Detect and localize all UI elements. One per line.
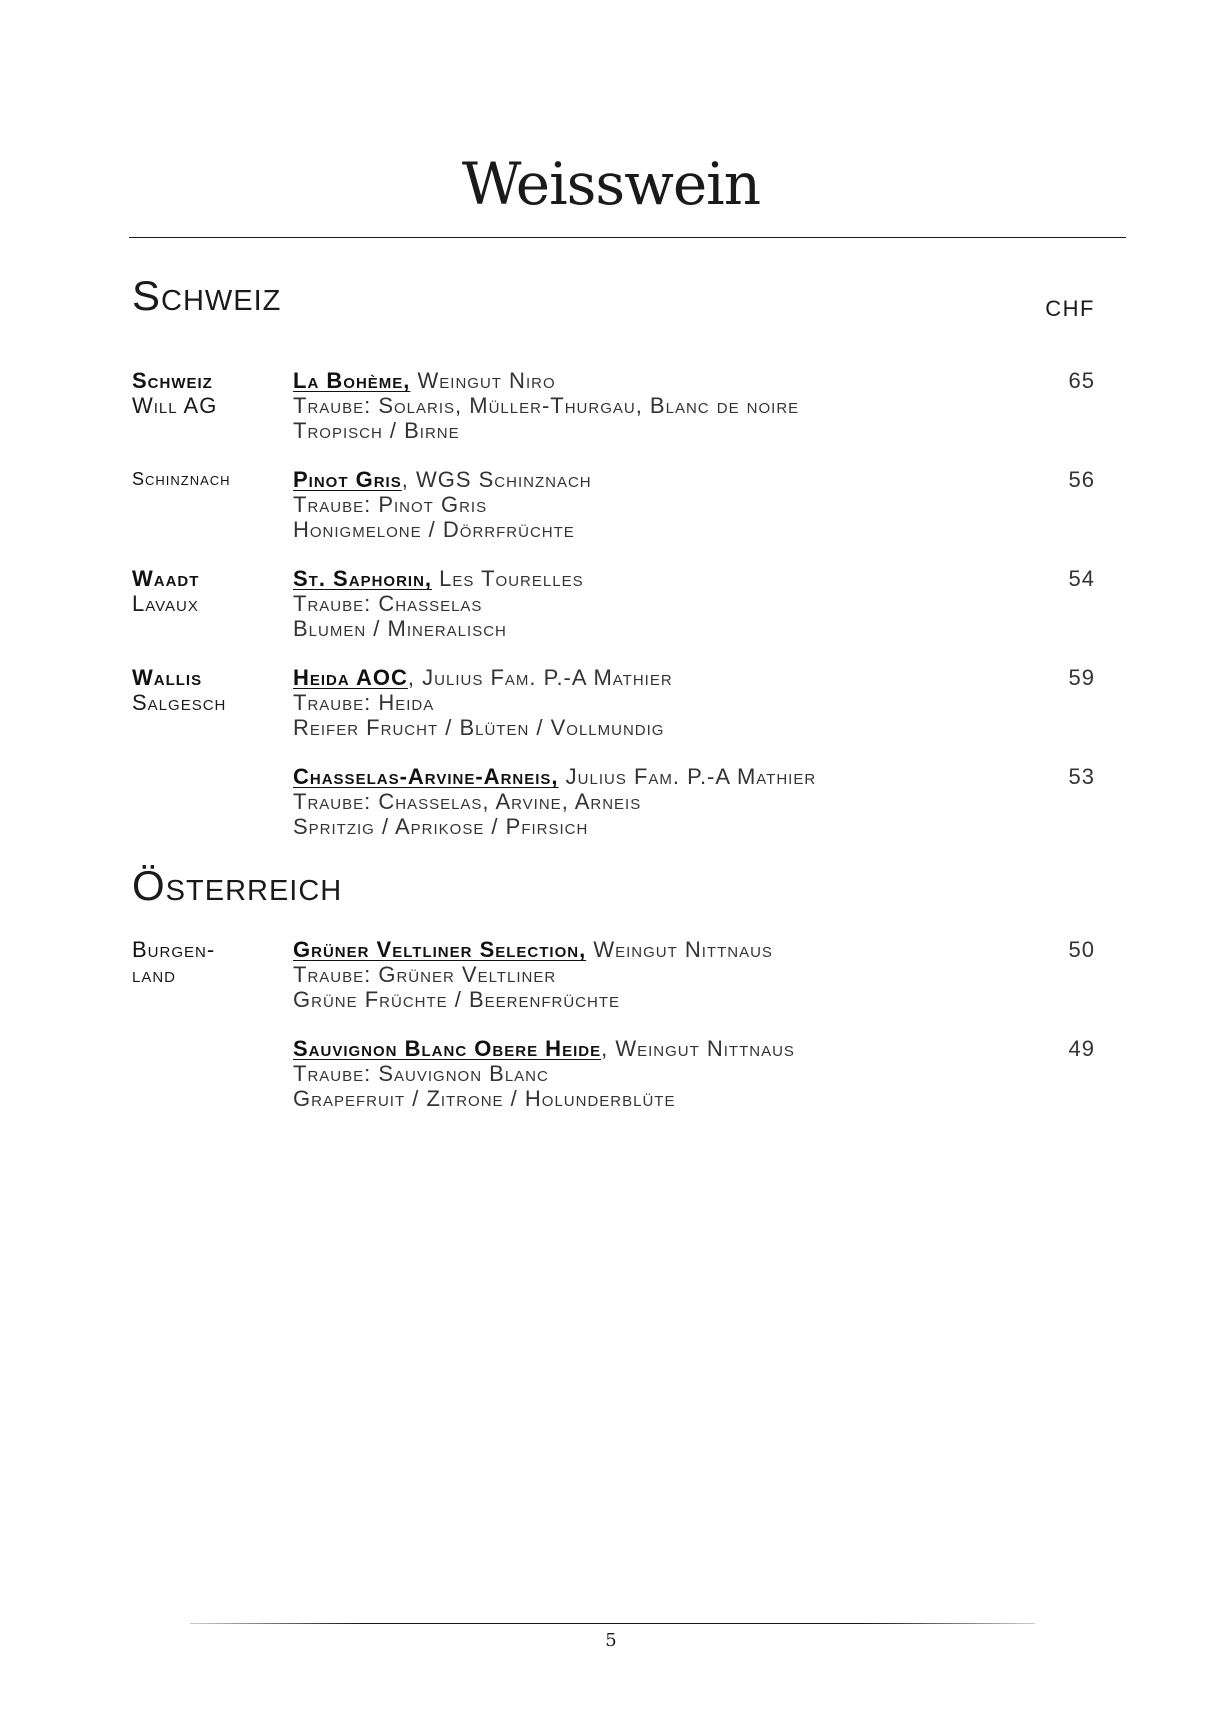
- wine-price: 56: [1068, 467, 1095, 492]
- title-divider: [129, 237, 1126, 238]
- wine-details: [293, 665, 1053, 740]
- wine-notes: Spritzig / Aprikose / Pfirsich: [293, 814, 589, 839]
- wine-notes: Honigmelone / Dörrfrüchte: [293, 517, 575, 542]
- subregion-name: Lavaux: [132, 591, 199, 616]
- wine-notes: Grüne Früchte / Beerenfrüchte: [293, 987, 621, 1012]
- region-label: [132, 368, 292, 418]
- wine-notes: Grapefruit / Zitrone / Holunderblüte: [293, 1086, 676, 1111]
- region-label: [132, 566, 292, 616]
- region-label: [132, 937, 292, 987]
- currency-label: CHF: [1045, 296, 1095, 321]
- wine-name: Pinot Gris: [293, 467, 402, 492]
- wine-price: 54: [1068, 566, 1095, 591]
- wine-producer: Weingut Niro: [417, 368, 556, 393]
- section-heading-oesterreich: Österreich: [132, 862, 343, 909]
- region-name: Schinznach: [132, 469, 231, 489]
- footer-divider: [190, 1623, 1035, 1624]
- wine-details: [293, 764, 1053, 839]
- wine-name: Sauvignon Blanc Obere Heide: [293, 1036, 602, 1061]
- wine-producer: Julius Fam. P.-A Mathier: [565, 764, 817, 789]
- wine-name: St. Saphorin,: [293, 566, 433, 591]
- wine-grapes: Traube: Heida: [293, 690, 435, 715]
- wine-grapes: Traube: Sauvignon Blanc: [293, 1061, 549, 1086]
- wine-price: 59: [1068, 665, 1095, 690]
- wine-details: [293, 1036, 1053, 1111]
- subregion-name: Will AG: [132, 393, 218, 418]
- region-name: Burgen-: [132, 937, 216, 962]
- wine-producer: , Weingut Nittnaus: [601, 1036, 795, 1061]
- wine-price: 50: [1068, 937, 1095, 962]
- page-number: 5: [605, 1630, 617, 1651]
- wine-details: [293, 368, 1053, 443]
- subregion-name: Salgesch: [132, 690, 227, 715]
- wine-price: 65: [1068, 368, 1095, 393]
- wine-details: [293, 937, 1053, 1012]
- wine-entry: [0, 937, 1222, 1017]
- region-name: Wallis: [132, 665, 203, 690]
- wine-producer: , WGS Schinznach: [401, 467, 592, 492]
- wine-details: [293, 467, 1053, 542]
- wine-notes: Tropisch / Birne: [293, 418, 460, 443]
- wine-entry: [0, 368, 1222, 448]
- wine-details: [293, 566, 1053, 641]
- region-name: Waadt: [132, 566, 200, 591]
- wine-notes: Reifer Frucht / Blüten / Vollmundig: [293, 715, 665, 740]
- wine-name: Grüner Veltliner Selection,: [293, 937, 587, 962]
- region-name: Schweiz: [132, 368, 213, 393]
- subregion-name: land: [132, 962, 177, 987]
- section-heading-schweiz: Schweiz: [132, 272, 282, 319]
- wine-grapes: Traube: Chasselas: [293, 591, 483, 616]
- wine-name: Heida AOC: [293, 665, 408, 690]
- wine-name: Chasselas-Arvine-Arneis,: [293, 764, 559, 789]
- wine-entry: [0, 1036, 1222, 1116]
- wine-entry: [0, 764, 1222, 844]
- wine-grapes: Traube: Chasselas, Arvine, Arneis: [293, 789, 642, 814]
- wine-producer: Weingut Nittnaus: [593, 937, 773, 962]
- wine-price: 49: [1068, 1036, 1095, 1061]
- region-label: [132, 467, 292, 492]
- wine-price: 53: [1068, 764, 1095, 789]
- wine-producer: Les Tourelles: [439, 566, 584, 591]
- wine-grapes: Traube: Grüner Veltliner: [293, 962, 557, 987]
- wine-producer: , Julius Fam. P.-A Mathier: [407, 665, 673, 690]
- region-label: [132, 665, 292, 715]
- wine-entry: [0, 665, 1222, 745]
- wine-grapes: Traube: Solaris, Müller-Thurgau, Blanc de noire: [293, 393, 800, 418]
- wine-notes: Blumen / Mineralisch: [293, 616, 507, 641]
- page-title: Weisswein: [461, 150, 761, 218]
- wine-grapes: Traube: Pinot Gris: [293, 492, 488, 517]
- wine-name: La Bohème,: [293, 368, 411, 393]
- wine-entry: [0, 467, 1222, 547]
- wine-entry: [0, 566, 1222, 646]
